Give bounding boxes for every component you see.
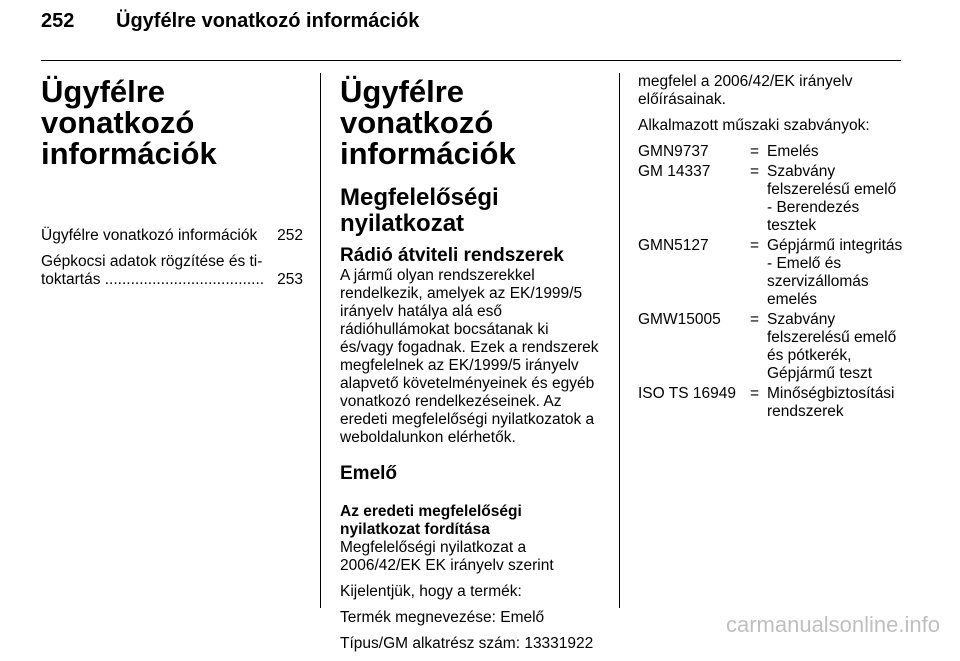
toc-item[interactable]	[41, 253, 303, 289]
equals-sign: =	[750, 311, 760, 328]
toc-item[interactable]	[41, 227, 303, 245]
column-divider-1	[320, 73, 321, 608]
column-2	[340, 73, 604, 661]
table-row	[638, 311, 903, 383]
standard-description: Szabvány felszerelésű emelő - Berendezés tesztek	[767, 163, 897, 234]
paragraph-product-name: Termék megnevezése: Emelő	[340, 609, 545, 626]
toc-item-label: Ügyfélre vonatkozó információk	[41, 227, 258, 244]
header-title: Ügyfélre vonatkozó információk	[116, 10, 420, 32]
standard-code: ISO TS 16949	[638, 385, 736, 402]
heading-radio: Rádió átviteli rendszerek	[340, 245, 564, 266]
table-row	[638, 237, 903, 309]
header-divider	[41, 60, 901, 61]
chapter-title: Ügyfélre vonatkozó információk	[41, 74, 217, 171]
paragraph-declaration: Megfelelőségi nyilatkozat a 2006/42/EK EK irányelv szerint	[340, 539, 554, 574]
column-1	[41, 73, 303, 297]
toc-item-page: 253	[277, 271, 303, 288]
paragraph-standards-intro: Alkalmazott műszaki szabványok:	[638, 117, 870, 134]
paragraph-statement: Kijelentjük, hogy a termék:	[340, 583, 522, 600]
equals-sign: =	[750, 163, 760, 180]
standard-description: Gépjármű integritás - Emelő és szervizállomás emelés	[767, 237, 903, 308]
toc-item-page: 252	[277, 227, 303, 244]
heading-jack: Emelő	[340, 463, 398, 484]
column-divider-2	[619, 73, 620, 608]
standard-description: Szabvány felszerelésű emelő és pótkerék, Gépjármű teszt	[767, 311, 897, 382]
page-header	[41, 10, 901, 50]
toc-item-label: Gépkocsi adatok rögzítése és ti-	[41, 253, 263, 270]
table-row	[638, 143, 903, 161]
column-3	[638, 73, 903, 423]
standard-code: GMN9737	[638, 143, 709, 160]
heading-conformity: Megfelelőségi nyilatkozat	[340, 184, 499, 237]
standard-code: GM 14337	[638, 163, 711, 180]
standard-code: GMN5127	[638, 237, 709, 254]
paragraph-part-number: Típus/GM alkatrész szám: 13331922	[340, 635, 594, 652]
standard-description: Emelés	[767, 143, 819, 160]
table-row	[638, 385, 903, 421]
heading-translation: Az eredeti megfelelőségi nyilatkozat fordítása	[340, 503, 522, 538]
paragraph-compliance: megfelel a 2006/42/EK irányelv előírásainak.	[638, 73, 853, 108]
standards-table	[638, 143, 903, 421]
section-title: Ügyfélre vonatkozó információk	[340, 74, 516, 171]
page-number: 252	[41, 10, 75, 32]
table-row	[638, 163, 903, 235]
equals-sign: =	[750, 237, 760, 254]
standard-code: GMW15005	[638, 311, 721, 328]
table-of-contents	[41, 227, 303, 289]
equals-sign: =	[750, 385, 760, 402]
watermark: carmanualsonline.info	[725, 612, 940, 637]
equals-sign: =	[750, 143, 760, 160]
toc-item-label-cont: toktartás .....................................	[41, 271, 265, 288]
paragraph-radio: A jármű olyan rendszerekkel rendelkezik, amelyek az EK/1999/5 irányelv hatálya alá eső rádióhullámokat bocsátanak ki és/vagy fogadnak. Ezek a rendszerek megfelelnek az EK/1999/5 irányelv alapvető követelményeinek és egyéb vonatkozó rendelkezéseinek. Az eredeti megfelelőségi nyilatkozatok a weboldalunkon elérhetők.	[340, 267, 599, 446]
standard-description: Minőségbiztosítási rendszerek	[767, 385, 895, 420]
